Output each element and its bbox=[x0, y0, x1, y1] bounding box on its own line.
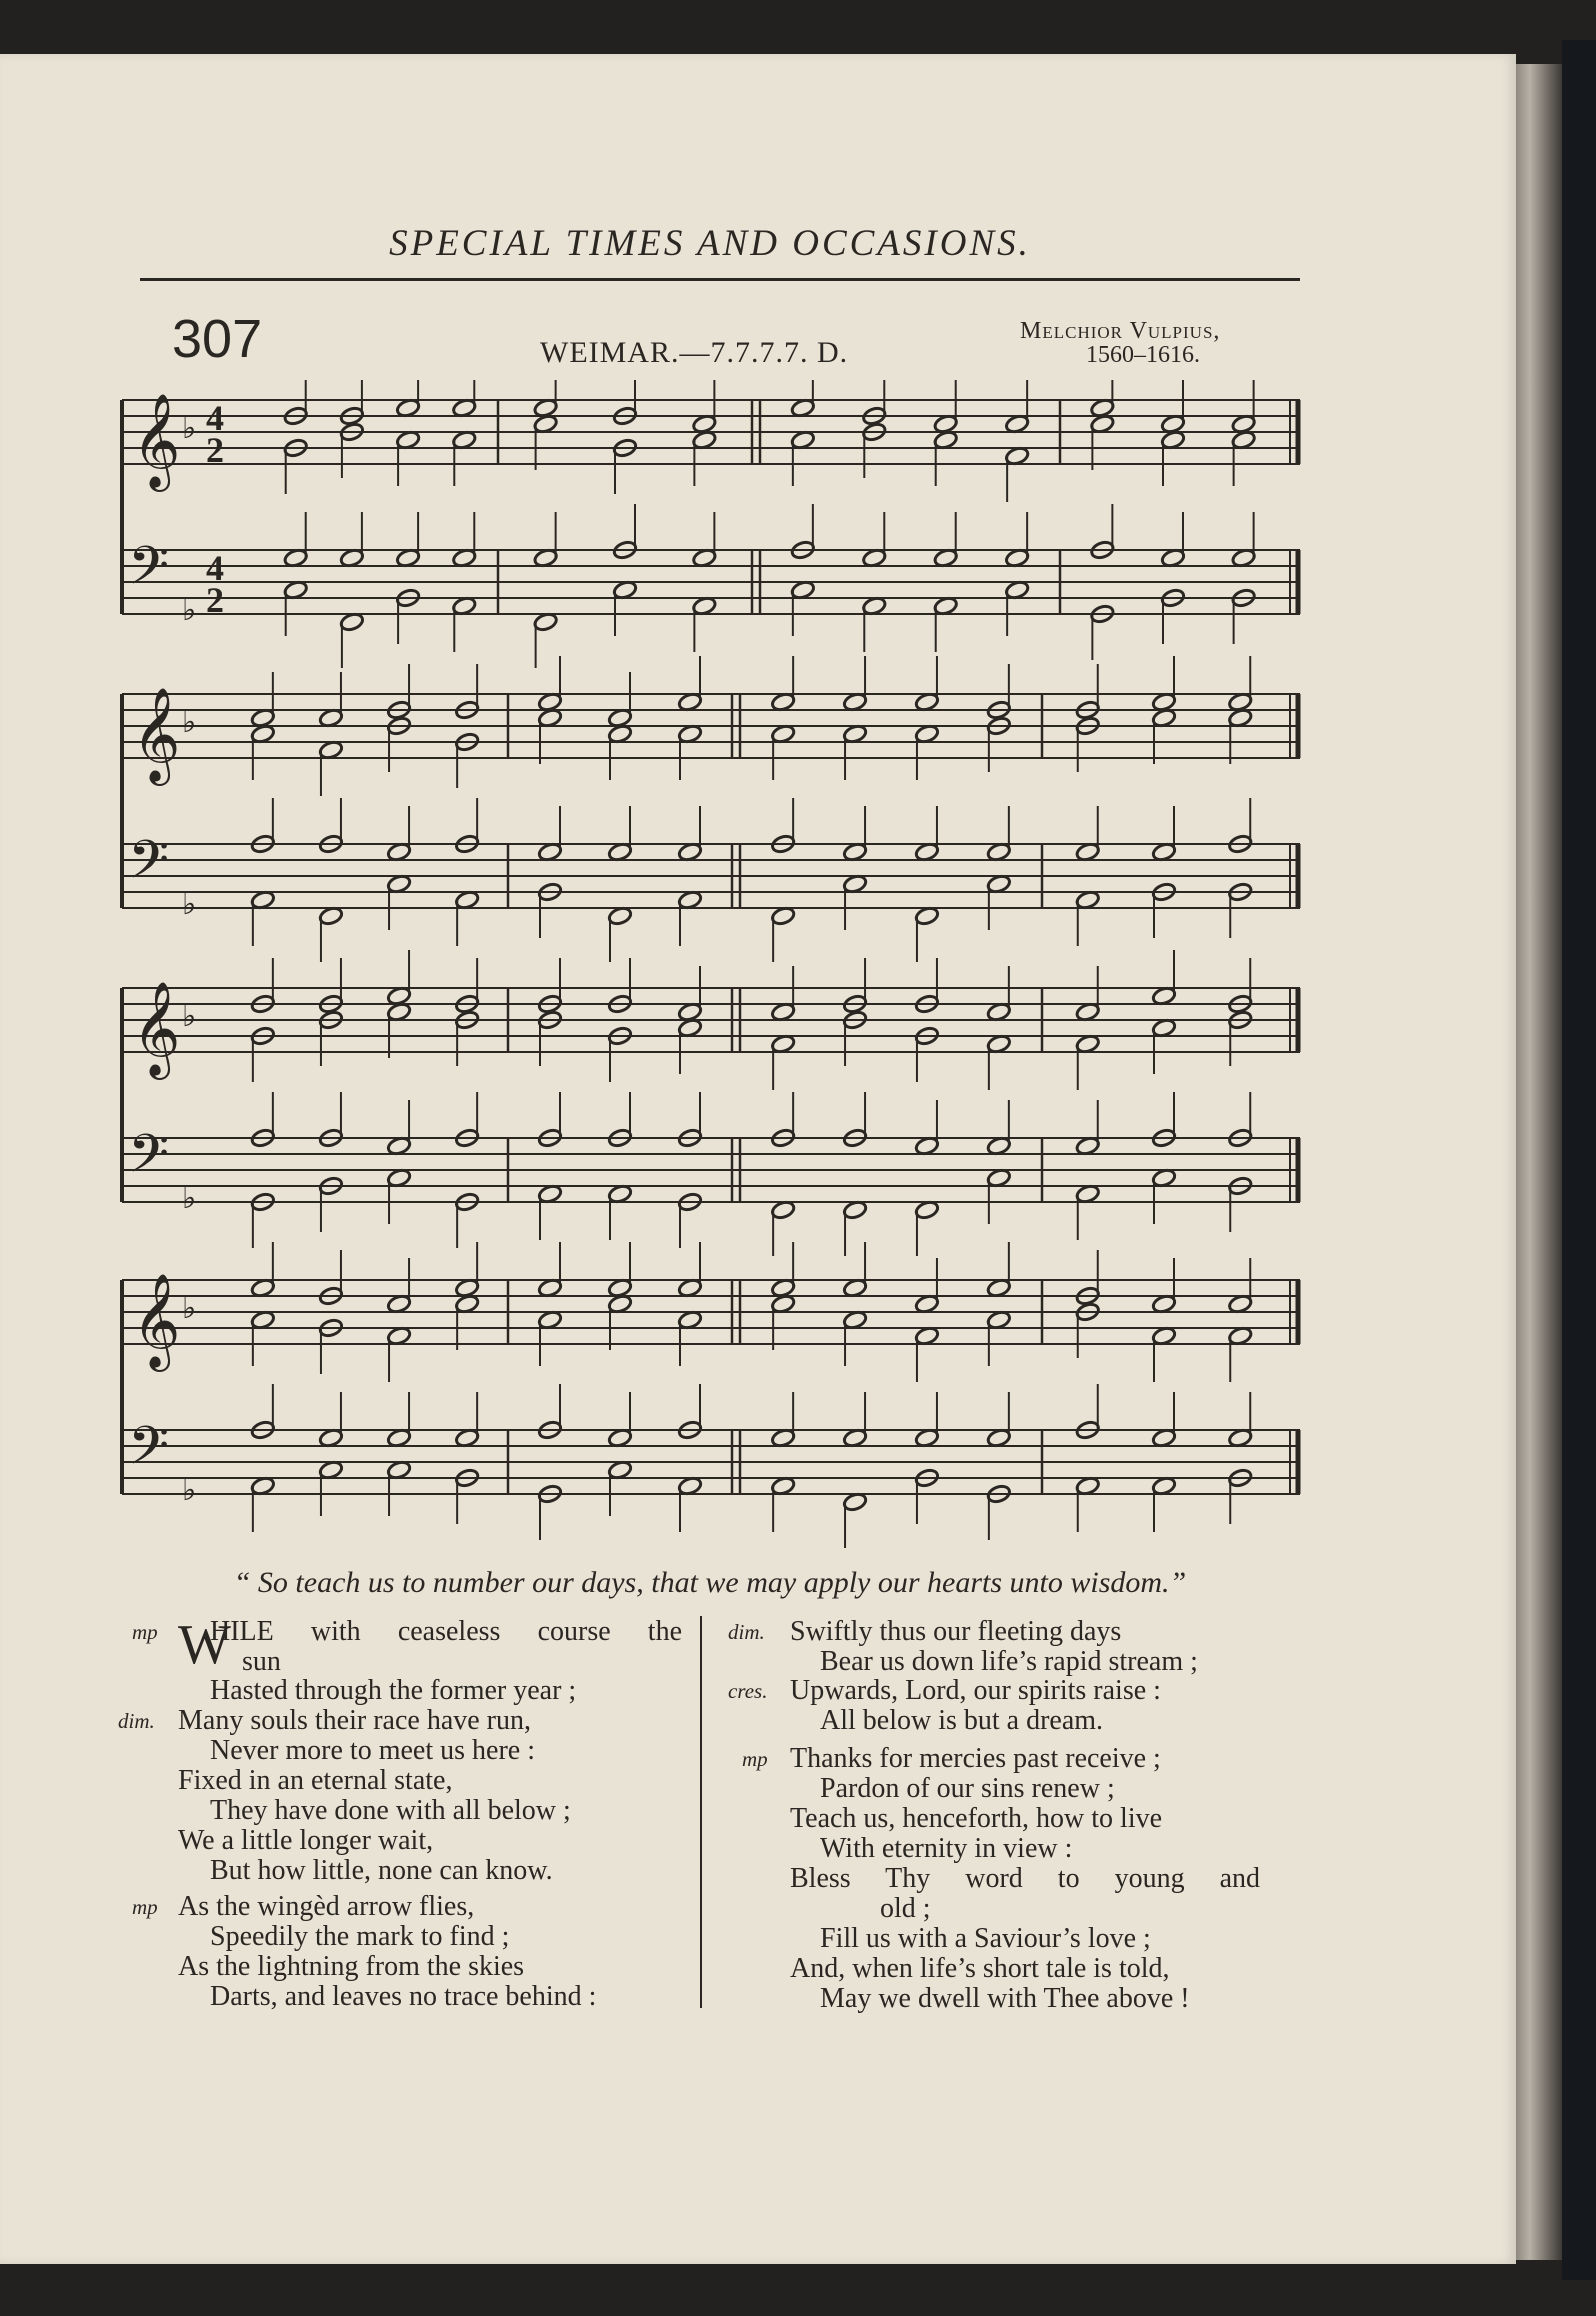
treble-clef: 𝄞 bbox=[132, 981, 181, 1076]
verse-line: Never more to meet us here : bbox=[210, 1735, 535, 1766]
verse-line: HILE with ceaseless course the bbox=[210, 1616, 682, 1647]
verse-line: Thanks for mercies past receive ; bbox=[790, 1743, 1161, 1774]
verse-line: Swiftly thus our fleeting days bbox=[790, 1616, 1122, 1647]
treble-clef: 𝄞 bbox=[132, 393, 181, 488]
key-signature-flat: ♭ bbox=[182, 1181, 197, 1216]
verse-line: Darts, and leaves no trace behind : bbox=[210, 1981, 597, 2012]
verse-line: Pardon of our sins renew ; bbox=[820, 1773, 1115, 1804]
key-signature-flat: ♭ bbox=[182, 999, 197, 1034]
verse-line: Bear us down life’s rapid stream ; bbox=[820, 1646, 1198, 1677]
dynamic-marking: mp bbox=[132, 1895, 158, 1919]
verse-line: Teach us, henceforth, how to live bbox=[790, 1803, 1163, 1834]
key-signature-flat: ♭ bbox=[182, 1473, 197, 1508]
dynamic-marking: mp bbox=[132, 1620, 158, 1644]
time-signature-numerator: 4 bbox=[206, 398, 224, 438]
treble-clef: 𝄞 bbox=[132, 1273, 181, 1368]
verse-line: old ; bbox=[880, 1893, 931, 1924]
verse-line: All below is but a dream. bbox=[820, 1705, 1104, 1736]
verse-line: Upwards, Lord, our spirits raise : bbox=[790, 1675, 1161, 1706]
key-signature-flat: ♭ bbox=[182, 593, 197, 628]
drop-cap: W bbox=[178, 1614, 231, 1676]
bass-clef: 𝄢 bbox=[128, 536, 170, 610]
verse-line: Many souls their race have run, bbox=[178, 1705, 531, 1736]
time-signature-numerator: 4 bbox=[206, 548, 224, 588]
tune-name: WEIMAR.—7.7.7.7. D. bbox=[540, 336, 849, 369]
verse-line: May we dwell with Thee above ! bbox=[820, 1983, 1190, 2014]
verse-line: As the wingèd arrow flies, bbox=[178, 1891, 475, 1922]
key-signature-flat: ♭ bbox=[182, 705, 197, 740]
composer-name: Melchior Vulpius, bbox=[1020, 318, 1221, 344]
verse-line: They have done with all below ; bbox=[210, 1795, 571, 1826]
key-signature-flat: ♭ bbox=[182, 887, 197, 922]
verse-line: Fixed in an eternal state, bbox=[178, 1765, 453, 1796]
key-signature-flat: ♭ bbox=[182, 411, 197, 446]
composer-dates: 1560–1616. bbox=[1086, 342, 1200, 368]
verse-line: As the lightning from the skies bbox=[178, 1951, 525, 1982]
dynamic-marking: cres. bbox=[728, 1679, 768, 1703]
running-head: SPECIAL TIMES AND OCCASIONS. bbox=[389, 223, 1031, 264]
scripture-quote: “ So teach us to number our days, that we may apply our hearts unto wisdom.” bbox=[233, 1566, 1187, 1599]
bass-clef: 𝄢 bbox=[128, 1124, 170, 1198]
column-rule bbox=[700, 1616, 702, 2008]
time-signature-denominator: 2 bbox=[206, 430, 224, 470]
verse-line: But how little, none can know. bbox=[210, 1855, 553, 1886]
verse-line: Hasted through the former year ; bbox=[210, 1675, 577, 1706]
verse-line: With eternity in view : bbox=[820, 1833, 1073, 1864]
verse-line: Speedily the mark to find ; bbox=[210, 1921, 510, 1952]
dynamic-marking: dim. bbox=[118, 1709, 155, 1733]
hymn-number: 307 bbox=[172, 309, 263, 369]
time-signature-denominator: 2 bbox=[206, 580, 224, 620]
dynamic-marking: mp bbox=[742, 1747, 768, 1771]
book-cover-edge bbox=[1562, 40, 1596, 2280]
verse-line: We a little longer wait, bbox=[178, 1825, 434, 1856]
verse-line: Bless Thy word to young and bbox=[790, 1863, 1260, 1894]
bass-clef: 𝄢 bbox=[128, 830, 170, 904]
verse-line: And, when life’s short tale is told, bbox=[790, 1953, 1170, 1984]
dynamic-marking: dim. bbox=[728, 1620, 765, 1644]
treble-clef: 𝄞 bbox=[132, 687, 181, 782]
header-rule bbox=[140, 278, 1300, 281]
verse-line: Fill us with a Saviour’s love ; bbox=[820, 1923, 1151, 1954]
page-stack-edge bbox=[1516, 64, 1562, 2260]
verse-line: sun bbox=[242, 1646, 281, 1677]
music-score bbox=[112, 380, 1312, 1560]
key-signature-flat: ♭ bbox=[182, 1291, 197, 1326]
bass-clef: 𝄢 bbox=[128, 1416, 170, 1490]
